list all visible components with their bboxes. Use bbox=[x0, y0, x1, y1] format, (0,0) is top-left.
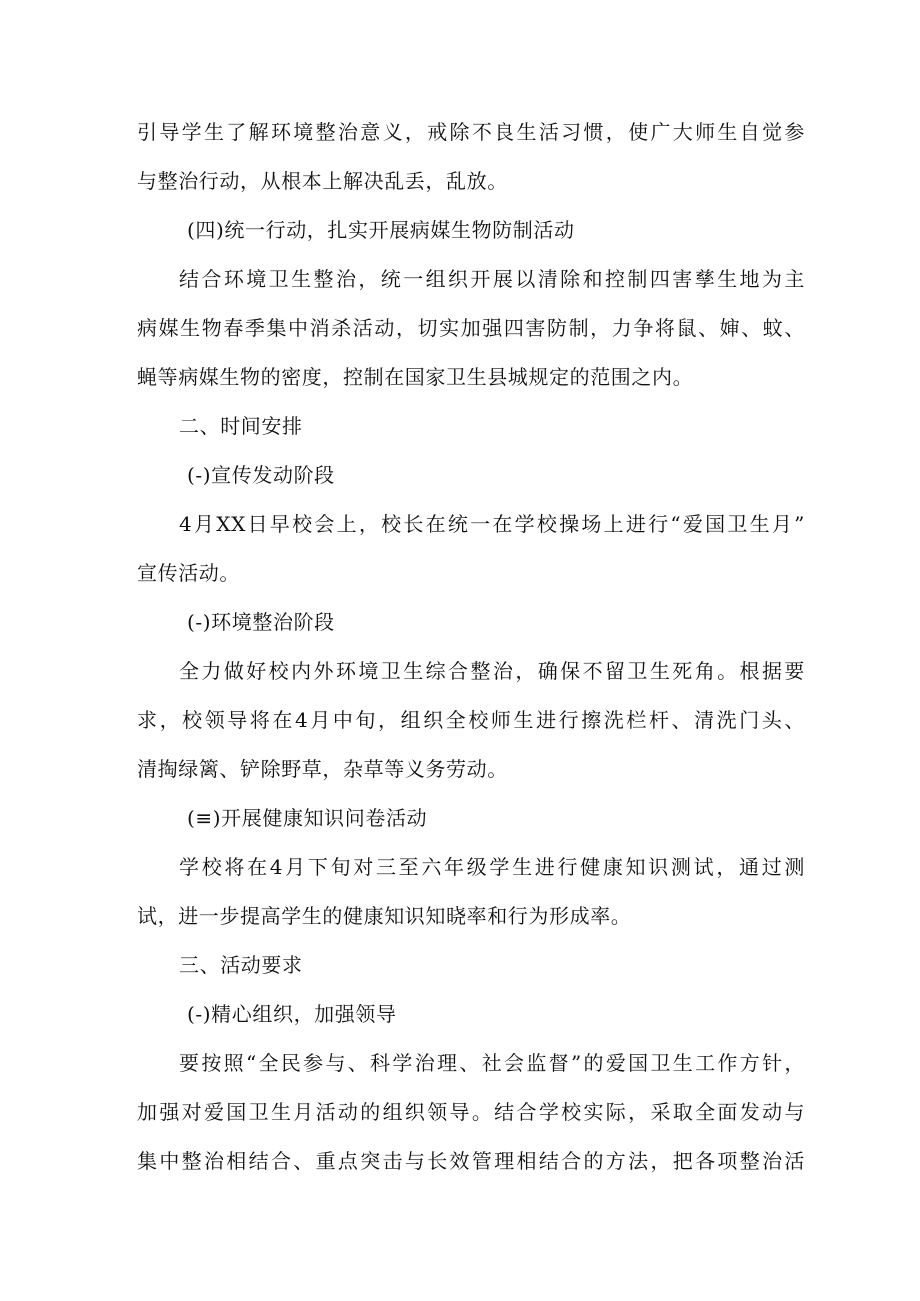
text-line: 加强对爱国卫生月活动的组织领导。结合学校实际，采取全面发动与 bbox=[137, 1100, 805, 1124]
paragraph-first-line: 结合环境卫生整治，统一组织开展以清除和控制四害孳生地为主 bbox=[179, 267, 805, 291]
text-line: 蝇等病媒生物的密度，控制在国家卫生县城规定的范围之内。 bbox=[137, 365, 694, 389]
text-line: 宣传活动。 bbox=[137, 561, 240, 585]
text-line: 病媒生物春季集中消杀活动，切实加强四害防制，力争将鼠、婶、蚊、 bbox=[137, 316, 805, 340]
paragraph-first-line: 4月XX日早校会上，校长在统一在学校操场上进行“爱国卫生月” bbox=[179, 512, 805, 536]
text-line: 与整治行动，从根本上解决乱丢，乱放。 bbox=[137, 169, 508, 193]
section-heading: 二、时间安排 bbox=[179, 414, 303, 438]
text-line: 集中整治相结合、重点突击与长效管理相结合的方法，把各项整治活 bbox=[137, 1149, 805, 1173]
document-body bbox=[137, 108, 805, 1186]
subsection-heading: (-)环境整治阶段 bbox=[187, 610, 335, 634]
paragraph-first-line: 全力做好校内外环境卫生综合整治，确保不留卫生死角。根据要 bbox=[179, 659, 805, 683]
text-line: 试，进一步提高学生的健康知识知晓率和行为形成率。 bbox=[137, 904, 632, 928]
subsection-heading: (-)精心组织，加强领导 bbox=[187, 1002, 397, 1026]
text-line: 求，校领导将在4月中旬，组织全校师生进行擦洗栏杆、清洗门头、 bbox=[137, 708, 805, 732]
paragraph-first-line: 要按照“全民参与、科学治理、社会监督”的爱国卫生工作方针， bbox=[179, 1051, 805, 1075]
text-line: 清掏绿篱、铲除野草，杂草等义务劳动。 bbox=[137, 757, 508, 781]
section-heading: 三、活动要求 bbox=[179, 953, 303, 977]
text-line: 引导学生了解环境整治意义，戒除不良生活习惯，使广大师生自觉参 bbox=[137, 120, 805, 144]
paragraph-first-line: 学校将在4月下旬对三至六年级学生进行健康知识测试，通过测 bbox=[179, 855, 805, 879]
subsection-heading: (四)统一行动，扎实开展病媒生物防制活动 bbox=[187, 218, 575, 242]
subsection-heading: (≡)开展健康知识问卷活动 bbox=[187, 806, 428, 830]
subsection-heading: (-)宣传发动阶段 bbox=[187, 463, 335, 487]
